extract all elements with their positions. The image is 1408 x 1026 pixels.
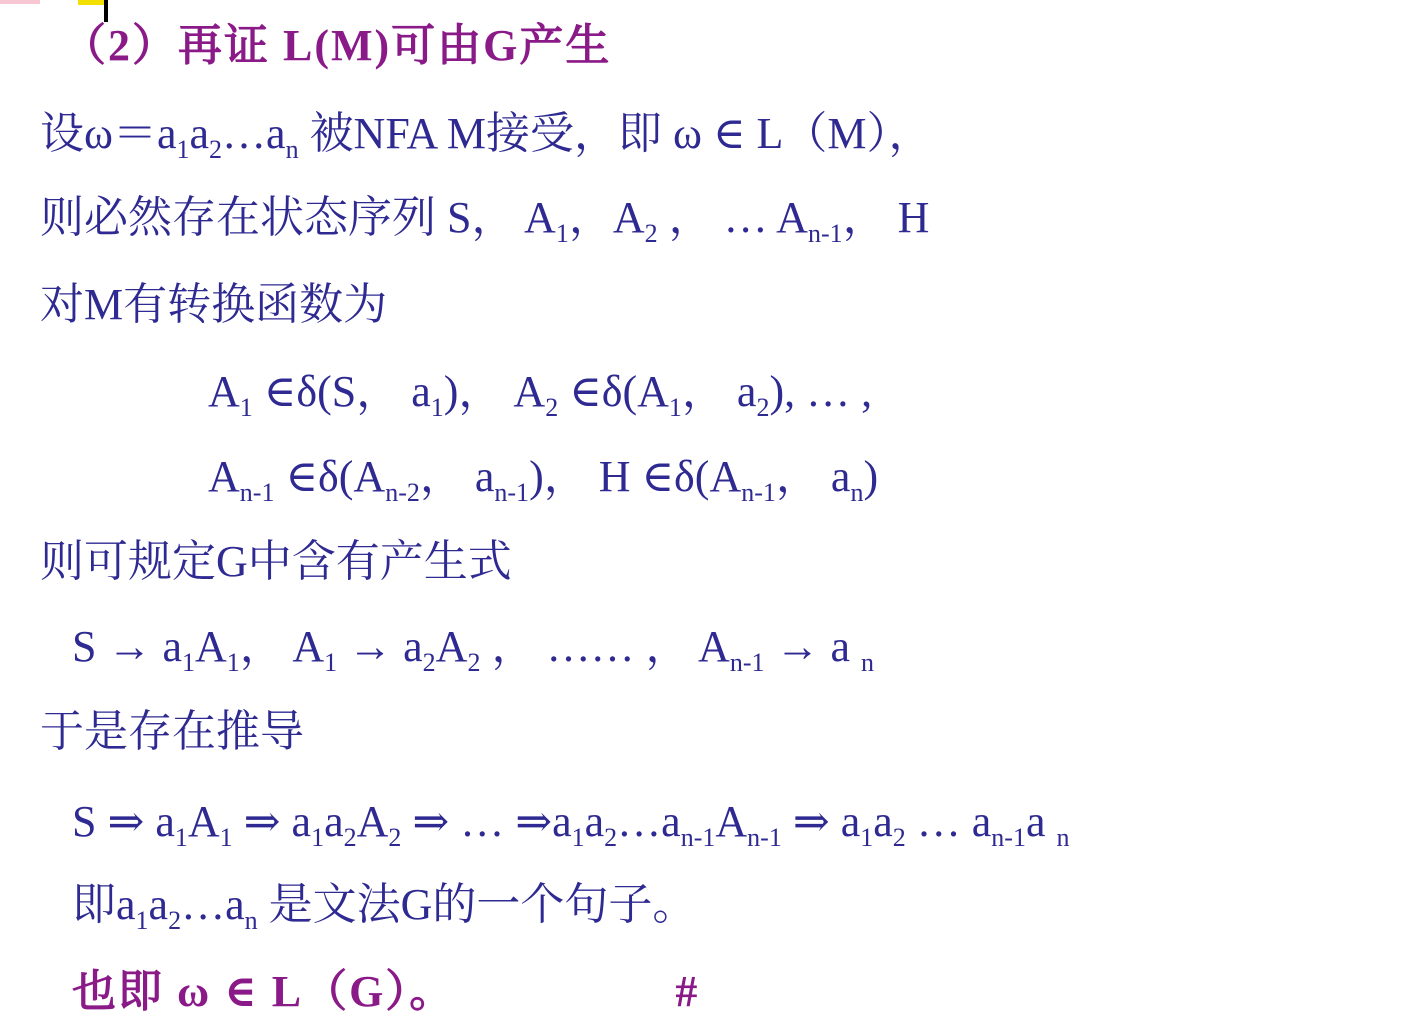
formula-derivation: S ⇒ $a_1A_1$ ⇒ $a_1a_2A_2$ ⇒ … $\Rightarrow a_1a_2\dots a_{n-1}A_{n-1}$ ⇒ $a_1a_2$ … $a_{n-1}a$ $_n$ [72, 797, 1070, 852]
formula-transitions-2: $A_{n-1}$ $\in\delta(A_{n-2}$， $a_{n-1}$)， H $\in\delta(A_{n-1}$， $a_n$) [208, 452, 879, 507]
conclusion: 也即 ω ∈ L（G）。 # [72, 967, 698, 1016]
qed-mark: # [675, 967, 698, 1016]
statement-transition-intro: 对M有转换函数为 [40, 280, 388, 329]
corner-text-cursor [104, 0, 108, 22]
statement-productions-intro: 则可规定G中含有产生式 [40, 537, 512, 586]
corner-yellow-strip [78, 0, 104, 5]
slide-title: （2）再证 L(M)可由G产生 [62, 21, 612, 70]
formula-productions: $S \to a_1A_1$， $A_1 \to a_2A_2$ ， …… ， $A_{n-1} \to a$ $_n$ [72, 622, 875, 677]
corner-pink-strip [0, 0, 40, 4]
statement-state-sequence: 则必然存在状态序列 S， $A_1$，$A_2$ ， … $A_{n-1}$， H [40, 193, 930, 248]
statement-omega-accepted: 设$\omega=a_1a_2\dots a_n$ 被NFA M接受，即 ω ∈ L（M）， [40, 109, 933, 164]
formula-transitions-1: $A_1$ ∈δ(S， $a_1$)， $A_2$ $\in\delta(A_1$， $a_2$), … , [208, 367, 873, 422]
statement-derivation-intro: 于是存在推导 [40, 707, 304, 756]
statement-sentence-of-grammar: 即$a_1a_2\dots a_n$ 是文法G的一个句子。 [72, 880, 697, 935]
